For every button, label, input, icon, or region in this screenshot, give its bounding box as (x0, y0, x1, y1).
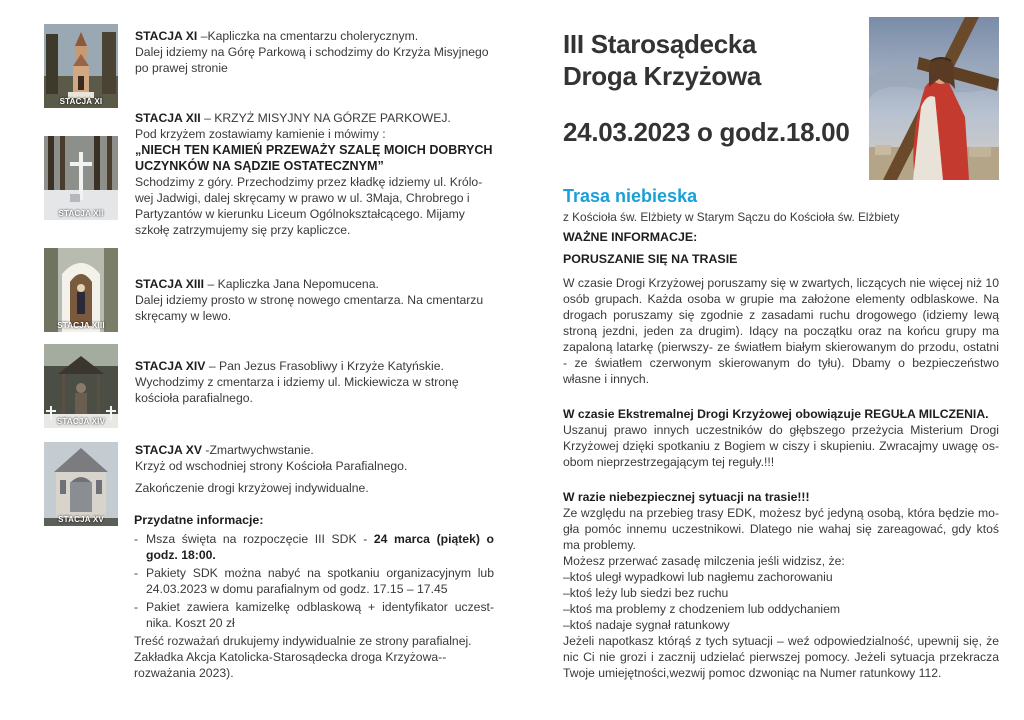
event-title-line2: Droga Krzyżowa (563, 61, 762, 91)
info-item2-text: Pakiety SDK można nabyć na spotkaniu organizacyjnym lub 24.03.2023 w domu parafialnym od godz. 17.15 – 17.45 (146, 566, 494, 596)
list-item: –ktoś nadaje sygnał ratunkowy (563, 618, 730, 632)
station-xv-extra: Zakończenie drogi krzyżowej indywidualne. (135, 481, 369, 495)
moving-body-text: W czasie Drogi Krzyżowej poruszamy się w zwartych, liczących nie więcej niż 10 osób grupach. Każda osoba w grupie ma założone elementy odblaskowe. Na drogach poruszamy się zgodnie z zasadami ruchu drogowego (idziemy lewą stroną jezdni, jeden za drugim). Idący na początku oraz na końcu grupy ma zapaloną latarkę (pierwszy- ze światłem białym skierowanym do przodu, ostatni - ze światłem czerwonym skierowanym do tyłu). Dbamy o bezpieczeństwo własne i innych. (563, 276, 999, 386)
final-instructions: Jeżeli napotkasz którąś z tych sytuacji – weź odpowiedzialność, upewnij się, że nic Ci nie grozi i zacznij udzielać pierwszej pomocy. Jeżeli sytuacja przekracza Twoje umiejętności,wezwij pomoc dzwoniąc na Numer ratunkowy 112. (563, 634, 999, 680)
list-item: –ktoś leży lub siedzi bez ruchu (563, 586, 729, 600)
break-silence-intro: Możesz przerwać zasadę milczenia jeśli widzisz, że: (563, 554, 845, 568)
station-xii-caption: STACJA XII (58, 209, 104, 218)
station-xii-body: Schodzimy z góry. Przechodzimy przez kładkę idziemy ul. Królowej Jadwigi, dalej skręcamy w prawo w ul. 3Maja, Chrobrego i Partyzantów w kierunku Liceum Ogólnokształcącego. Mijamy szkołę zatrzymujemy się przy kapliczce. (135, 175, 483, 237)
station-xv-name: STACJA XV (135, 443, 203, 457)
info-tail: Treść rozważań drukujemy indywidualnie ze strony parafialnej. Zakładka Akcja Katolicka-Starosądecka droga Krzyżowa--rozważania 2023). (134, 634, 472, 680)
list-item (134, 565, 494, 597)
moving-body (563, 275, 999, 387)
station-xiii-text (135, 276, 495, 324)
silence-section (563, 406, 999, 470)
event-title (563, 28, 853, 92)
forest-cross-photo (44, 136, 118, 220)
list-item (134, 531, 494, 563)
list-item: –ktoś uległ wypadkowi lub nagłemu zachorowaniu (563, 570, 833, 584)
info-item1-text: Msza święta na rozpoczęcie III SDK - (146, 532, 374, 546)
station-xi-caption: STACJA XI (59, 97, 103, 106)
station-xiii-body: Dalej idziemy prosto w stronę nowego cmentarza. Na cmentarzu skręcamy w lewo. (135, 293, 484, 323)
station-xii-text (135, 110, 495, 238)
station-xii-headline: – KRZYŻ MISYJNY NA GÓRZE PARKOWEJ. (200, 111, 451, 125)
info-item1-date: 24 marca (piątek) o godz. 18:00. (146, 532, 494, 562)
list-item: –ktoś ma problemy z chodzeniem lub oddychaniem (563, 602, 841, 616)
station-xiv-headline: – Pan Jezus Frasobliwy i Krzyże Katyńskie. Wychodzimy z cmentarza i idziemy ul. Mickiewicza w stronę kościoła parafialnego. (135, 359, 459, 405)
route-title: Trasa niebieska (563, 186, 698, 206)
station-xv-caption: STACJA XV (58, 515, 104, 524)
station-xiii-name: STACJA XIII (135, 277, 205, 291)
route-description: z Kościoła św. Elżbiety w Starym Sączu do Kościoła św. Elżbiety (563, 210, 900, 224)
station-xv-text (135, 442, 495, 496)
useful-info-heading: Przydatne informacje: (134, 513, 264, 527)
station-xi-body: Dalej idziemy na Górę Parkową i schodzimy do Krzyża Misyjnego po prawej stronie (135, 45, 489, 75)
event-title-line1: III Starosądecka (563, 29, 757, 59)
station-xv-body: Krzyż od wschodniej strony Kościoła Parafialnego. (135, 459, 408, 473)
silence-body: Uszanuj prawo innych uczestników do głębszego przeżycia Misterium Drogi Krzyżowej dzięki spotkaniu z Bogiem w ciszy i skupieniu. Zwracajmy uwagę osobom nieprzestrzegającym tej reguły.!!! (563, 423, 999, 469)
station-xii-quote: „NIECH TEN KAMIEŃ PRZEWAŻY SZALĘ MOICH DOBRYCH UCZYNKÓW NA SĄDZIE OSTATECZNYM” (135, 143, 493, 173)
danger-section (563, 489, 999, 681)
station-xiii-caption: STACJA XIII (57, 321, 105, 330)
station-xv-headline: -Zmartwychwstanie. (202, 443, 314, 457)
station-xii-intro: Pod krzyżem zostawiamy kamienie i mówimy : (135, 127, 386, 141)
danger-heading: W razie niebezpiecznej sytuacji na trasie!!! (563, 490, 810, 504)
shrine-photo (44, 248, 118, 332)
event-date: 24.03.2023 o godz.18.00 (563, 117, 850, 147)
station-xii-name: STACJA XII (135, 111, 201, 125)
useful-info-list (134, 531, 494, 631)
info-item3-text: Pakiet zawiera kamizelkę odblaskową + identyfikator uczestnika. Koszt 20 zł (146, 600, 494, 630)
list-item (134, 599, 494, 631)
danger-body: Ze względu na przebieg trasy EDK, możesz być jedyną osobą, która będzie mogła pomóc innemu uczestnikowi. Dlatego nie wahaj się zareagować, gdy ktoś ma problemy. (563, 506, 999, 552)
important-info-heading: WAŻNE INFORMACJE: (563, 230, 698, 244)
station-xiv-name: STACJA XIV (135, 359, 206, 373)
station-xiv-caption: STACJA XIV (56, 417, 106, 426)
jesus-carrying-cross-picture (869, 17, 999, 180)
station-xi-headline: –Kapliczka na cmentarzu cholerycznym. (197, 29, 419, 43)
chapel-photo (44, 24, 118, 108)
station-xiv-text (135, 358, 495, 406)
useful-info (134, 512, 494, 681)
station-xi-name: STACJA XI (135, 29, 198, 43)
moving-heading: PORUSZANIE SIĘ NA TRASIE (563, 252, 738, 266)
silence-heading: W czasie Ekstremalnej Drogi Krzyżowej obowiązuje REGUŁA MILCZENIA. (563, 407, 989, 421)
station-xiii-headline: – Kapliczka Jana Nepomucena. (204, 277, 379, 291)
station-xi-text (135, 28, 495, 76)
cemetery-photo (44, 344, 118, 428)
church-photo (44, 442, 118, 526)
